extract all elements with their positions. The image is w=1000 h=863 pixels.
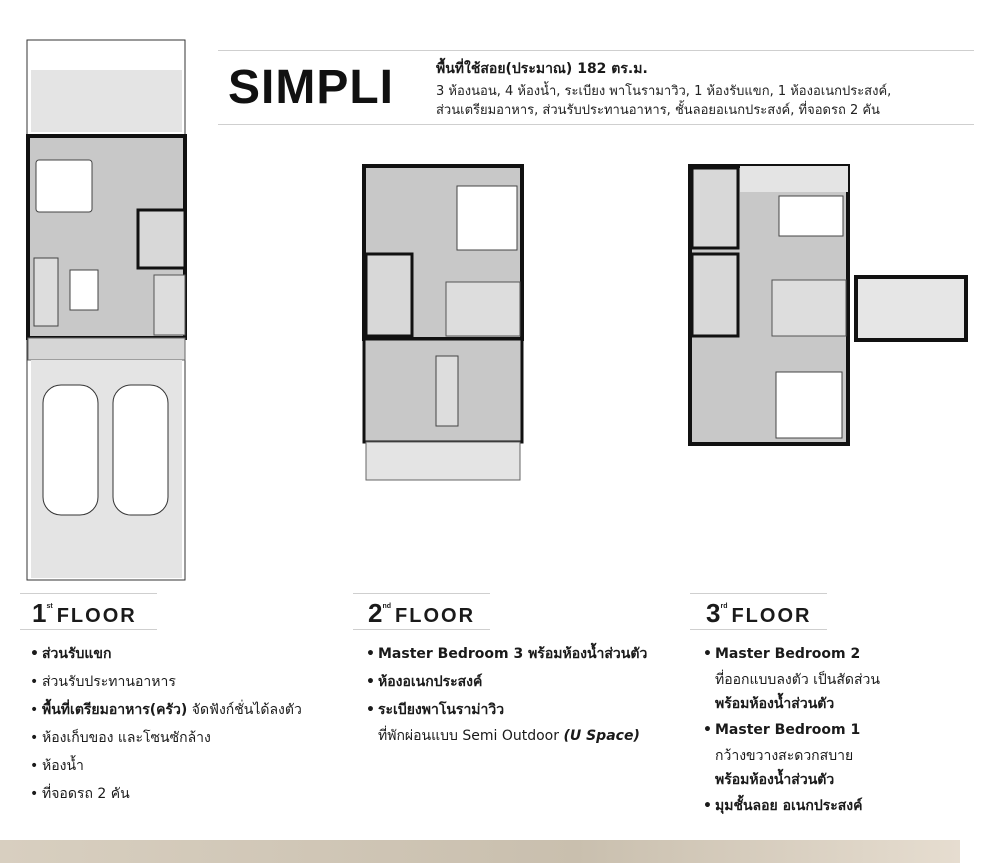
list-item: • Master Bedroom 3 พร้อมห้องน้ำส่วนตัว [366, 640, 647, 668]
mezzanine [856, 277, 966, 340]
sofa [436, 356, 458, 426]
coffee-table [70, 270, 98, 310]
bathroom [366, 254, 412, 336]
list-item: • มุมชั้นลอย อเนกประสงค์ [703, 792, 880, 820]
floor-plan-1 [27, 40, 185, 580]
sofa [34, 258, 58, 326]
floor-1-title: 1st FLOOR [32, 598, 137, 628]
model-name: SIMPLI [228, 61, 395, 114]
car-icon [43, 385, 98, 515]
footer-band [0, 840, 960, 863]
list-item-detail: พร้อมห้องน้ำส่วนตัว [715, 696, 835, 712]
floor-1-features [30, 640, 302, 808]
floor-plan-2 [364, 166, 522, 480]
list-item: • ห้องเก็บของ และโซนซักล้าง [30, 724, 302, 752]
dining-table [36, 160, 92, 212]
list-item: • ที่จอดรถ 2 คัน [30, 780, 302, 808]
list-item: • ส่วนรับแขก [30, 640, 302, 668]
list-item-detail: ที่ออกแบบลงตัว เป็นสัดส่วน [715, 672, 880, 688]
usable-area: พื้นที่ใช้สอย(ประมาณ) 182 ตร.ม. [436, 61, 648, 77]
bathroom [692, 254, 738, 336]
list-item: • พื้นที่เตรียมอาหาร(ครัว) จัดฟังก์ชั่นได้ลงตัว [30, 696, 302, 724]
list-item-detail: กว้างขวางสะดวกสบาย [715, 748, 854, 764]
balcony [366, 442, 520, 480]
list-item: • ห้องน้ำ [30, 752, 302, 780]
features-line-1: 3 ห้องนอน, 4 ห้องน้ำ, ระเบียง พาโนรามาวิว, 1 ห้องรับแขก, 1 ห้องอเนกประสงค์, [436, 84, 892, 99]
bed-icon [457, 186, 517, 250]
list-item: • ระเบียงพาโนราม่าวิว [366, 696, 647, 724]
bathroom [138, 210, 185, 268]
list-item: • Master Bedroom 2 [703, 640, 880, 668]
garden [31, 70, 182, 132]
bed-icon [779, 196, 843, 236]
stairs [154, 275, 185, 335]
list-item-detail: ที่พักผ่อนแบบ Semi Outdoor (U Space) [378, 728, 640, 744]
list-item: • Master Bedroom 1 [703, 716, 880, 744]
floor-2-title: 2nd FLOOR [368, 598, 476, 628]
floor-3-features [703, 640, 880, 820]
floor-2-features [366, 640, 647, 748]
list-item: • ห้องอเนกประสงค์ [366, 668, 647, 696]
list-item-detail: พร้อมห้องน้ำส่วนตัว [715, 772, 835, 788]
car-icon [113, 385, 168, 515]
floor-3-title: 3rd FLOOR [706, 598, 812, 628]
bed-icon [776, 372, 842, 438]
floor-plan-3 [690, 166, 966, 444]
stairs [772, 280, 846, 336]
features-line-2: ส่วนเตรียมอาหาร, ส่วนรับประทานอาหาร, ชั้นลอยอเนกประสงค์, ที่จอดรถ 2 คัน [436, 103, 880, 118]
bathroom [692, 168, 738, 248]
stairs [446, 282, 520, 336]
list-item: • ส่วนรับประทานอาหาร [30, 668, 302, 696]
